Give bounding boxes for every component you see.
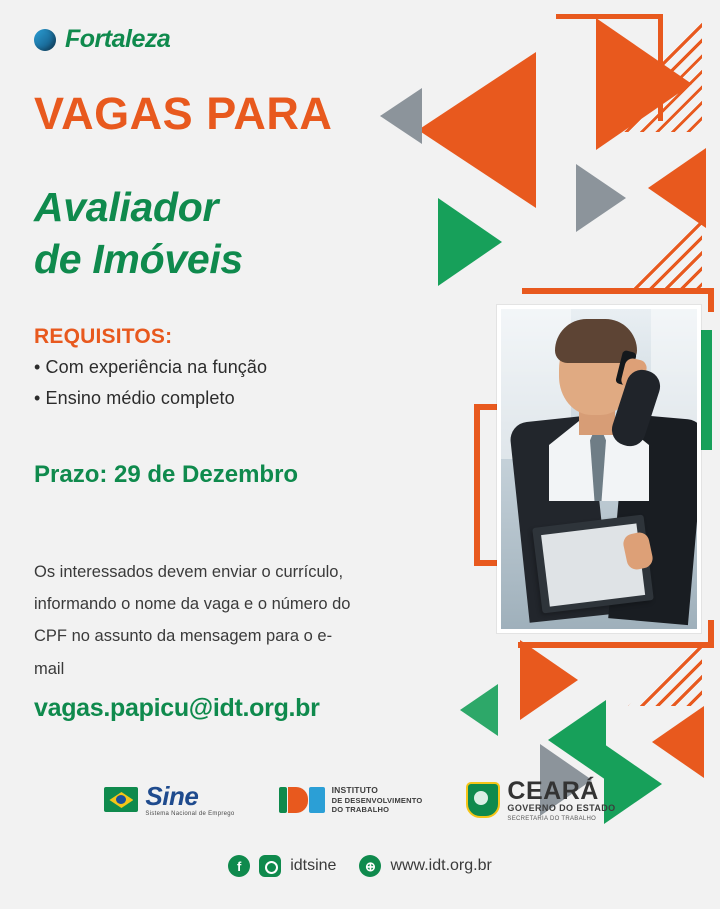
sine-logo [104,780,235,817]
hatch-lines-bottom [628,640,702,706]
hatch-lines-mid [628,216,702,292]
brand-name: Fortaleza [65,25,171,53]
role-line-1: Avaliador [34,184,219,230]
facebook-icon[interactable]: f [228,855,250,877]
triangle-orange-midright [648,148,706,228]
triangle-green-bottom-a [548,700,606,780]
triangle-orange-large [418,52,536,208]
brand-logo [34,25,170,54]
triangle-green-mid [438,198,502,286]
role-line-2: de Imóveis [34,235,243,282]
website-url[interactable]: www.idt.org.br [390,857,492,874]
requirements-title: REQUISITOS: [34,325,173,348]
ceara-logo-word: CEARÁ [507,777,599,805]
hatch-lines-top [596,20,702,132]
instagram-icon[interactable] [259,855,281,877]
page-title-eyebrow: VAGAS PARA [34,88,333,139]
idt-line-1: INSTITUTO [331,785,379,796]
triangle-outline-orange-top [556,14,663,121]
list-item: • Ensino médio completo [34,387,235,408]
page-title [34,182,243,285]
idt-line-2: DE DESENVOLVIMENTO [331,795,423,805]
brazil-flag-icon [104,787,138,812]
footer-social [0,855,720,877]
instructions-text: Os interessados devem enviar o currículo, informando o nome da vaga e o número do CPF no assunto da mensagem para o e-mail [34,563,351,678]
partner-logos [0,778,720,822]
idt-mark-icon [279,787,325,813]
triangle-orange-topright [596,18,692,150]
social-handle: idtsine [290,857,337,874]
ceara-logo-sub2: SECRETARIA DO TRABALHO [507,815,597,822]
ceara-logo-sub1: GOVERNO DO ESTADO [507,803,616,814]
triangle-orange-bottom-b [652,706,704,778]
sine-logo-word: Sine [145,780,199,811]
globe-icon [34,29,56,51]
photo [497,305,701,633]
triangle-gray-mid [576,164,626,232]
globe-icon[interactable]: ⊕ [359,855,381,877]
deadline-text: Prazo: 29 de Dezembro [34,461,299,488]
triangle-orange-bottom-a [520,640,578,720]
ceara-coat-of-arms-icon [466,782,500,818]
sine-logo-subtitle: Sistema Nacional de Emprego [145,810,235,817]
idt-line-3: DO TRABALHO [331,805,390,815]
requirements-list [34,352,267,414]
ceara-logo [466,778,615,822]
contact-email[interactable]: vagas.papicu@idt.org.br [34,694,320,722]
list-item: • Com experiência na função [34,357,268,377]
idt-logo [279,785,423,814]
triangle-outline-green-bottom [460,684,498,736]
triangle-gray-small [380,88,422,144]
